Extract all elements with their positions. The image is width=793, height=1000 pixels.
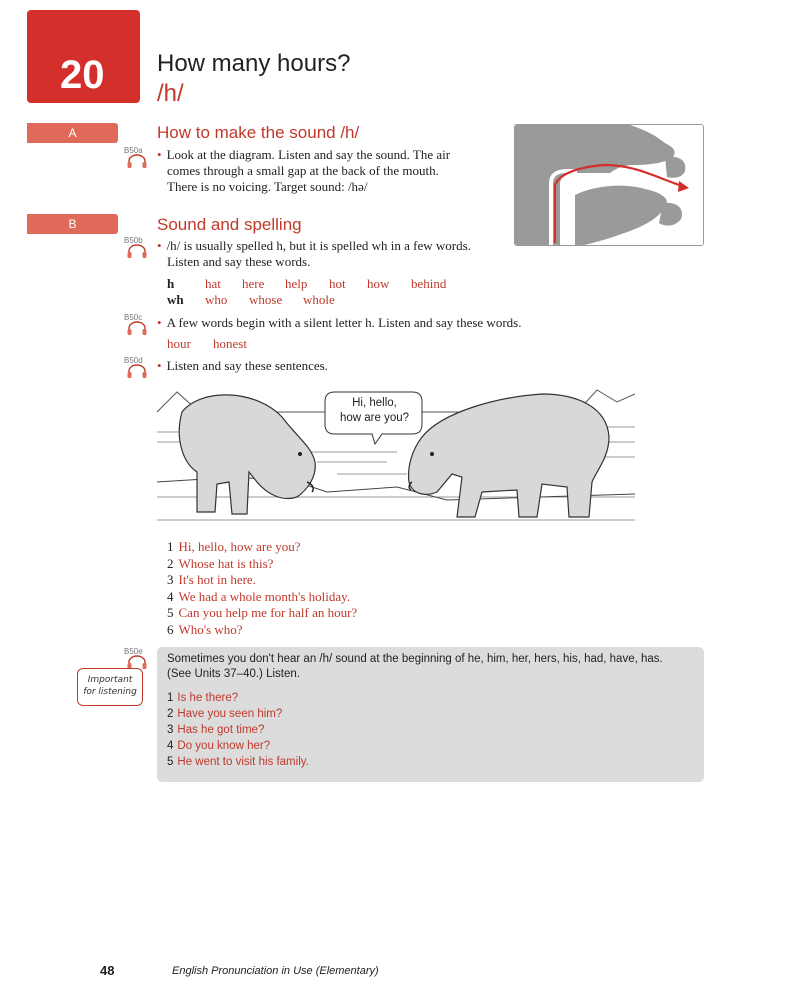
note-line-1: Important xyxy=(87,675,133,685)
mouth-diagram xyxy=(514,124,704,246)
word-item: hot xyxy=(329,276,346,291)
headphones-icon xyxy=(126,244,148,258)
track-label: B50c xyxy=(124,313,143,322)
tip-line-1: Sometimes you don't hear an /h/ sound at the beginning of he, him, her, hers, his, had, have, has. xyxy=(167,653,663,665)
headphones-icon xyxy=(126,364,148,378)
list-item: 6 Who's who? xyxy=(167,621,243,637)
list-item: 2 Whose hat is this? xyxy=(167,555,274,571)
margin-note xyxy=(77,668,143,706)
word-item: hat xyxy=(205,276,221,291)
speech-line-2: how are you? xyxy=(339,412,410,424)
section-tab-a: A xyxy=(27,123,118,143)
headphones-icon xyxy=(126,321,148,335)
page-phoneme: /h/ xyxy=(157,80,184,107)
section-b-intro-2: Listen and say these words. xyxy=(167,254,311,269)
page-number: 48 xyxy=(100,963,115,978)
mouth-cross-section-icon xyxy=(515,125,704,246)
word-item: hour xyxy=(167,336,191,351)
audio-track-b50a[interactable] xyxy=(124,146,152,170)
section-a-line-2: comes through a small gap at the back of the mouth. xyxy=(167,163,439,178)
book-title: English Pronunciation in Use (Elementary) xyxy=(172,965,379,977)
wh-words-row xyxy=(167,292,467,308)
section-a-heading: How to make the sound /h/ xyxy=(157,123,360,142)
page-title: How many hours? xyxy=(157,50,351,77)
word-item: whose xyxy=(249,292,283,307)
word-item: honest xyxy=(213,336,247,351)
audio-track-b50d[interactable] xyxy=(124,356,152,380)
word-item: help xyxy=(285,276,308,291)
unit-number: 20 xyxy=(60,53,105,97)
list-item: 1 Hi, hello, how are you? xyxy=(167,539,301,554)
section-b-heading: Sound and spelling xyxy=(157,215,302,234)
list-item: 1 Is he there? xyxy=(167,692,239,704)
list-item: 3 It's hot in here. xyxy=(167,572,256,587)
tip-text xyxy=(167,652,697,682)
list-item: 4 Do you know her? xyxy=(167,740,271,752)
section-tab-b: B xyxy=(27,214,118,234)
section-b-intro-1: • /h/ is usually spelled h, but it is spelled wh in a few words. xyxy=(157,238,471,253)
audio-track-b50b[interactable] xyxy=(124,236,152,260)
audio-track-b50c[interactable] xyxy=(124,313,152,337)
word-item: how xyxy=(367,276,390,291)
word-item: here xyxy=(242,276,265,291)
track-label: B50d xyxy=(124,356,143,365)
tip-list xyxy=(167,690,309,770)
word-item: whole xyxy=(303,292,335,307)
track-label: B50e xyxy=(124,647,143,656)
tip-line-2: (See Units 37–40.) Listen. xyxy=(167,668,300,680)
list-item: 5 He went to visit his family. xyxy=(167,756,309,768)
list-item: 4 We had a whole month's holiday. xyxy=(167,588,351,604)
track-label: B50a xyxy=(124,146,143,155)
silent-h-line: • A few words begin with a silent letter h. Listen and say these words. xyxy=(157,315,522,330)
word-item: who xyxy=(205,292,228,307)
polar-bears-illustration xyxy=(157,382,635,530)
list-item: 3 Has he got time? xyxy=(167,724,265,736)
track-label: B50b xyxy=(124,236,143,245)
word-item: wh xyxy=(167,292,184,307)
speech-bubble xyxy=(327,396,422,426)
section-a-line-1: • Look at the diagram. Listen and say the sound. The air xyxy=(157,147,451,162)
word-item: h xyxy=(167,276,175,291)
silent-h-words xyxy=(167,336,367,352)
sentences-intro: • Listen and say these sentences. xyxy=(157,358,328,373)
list-item: 2 Have you seen him? xyxy=(167,708,283,720)
speech-line-1: Hi, hello, xyxy=(352,397,397,409)
section-a-line-3: There is no voicing. Target sound: /hə/ xyxy=(167,179,368,194)
list-item: 5 Can you help me for half an hour? xyxy=(167,605,358,620)
word-item: behind xyxy=(411,276,447,291)
note-line-2: for listening xyxy=(83,687,137,697)
h-words-row xyxy=(167,276,467,292)
headphones-icon xyxy=(126,655,148,669)
sentence-list xyxy=(167,539,357,638)
headphones-icon xyxy=(126,154,148,168)
